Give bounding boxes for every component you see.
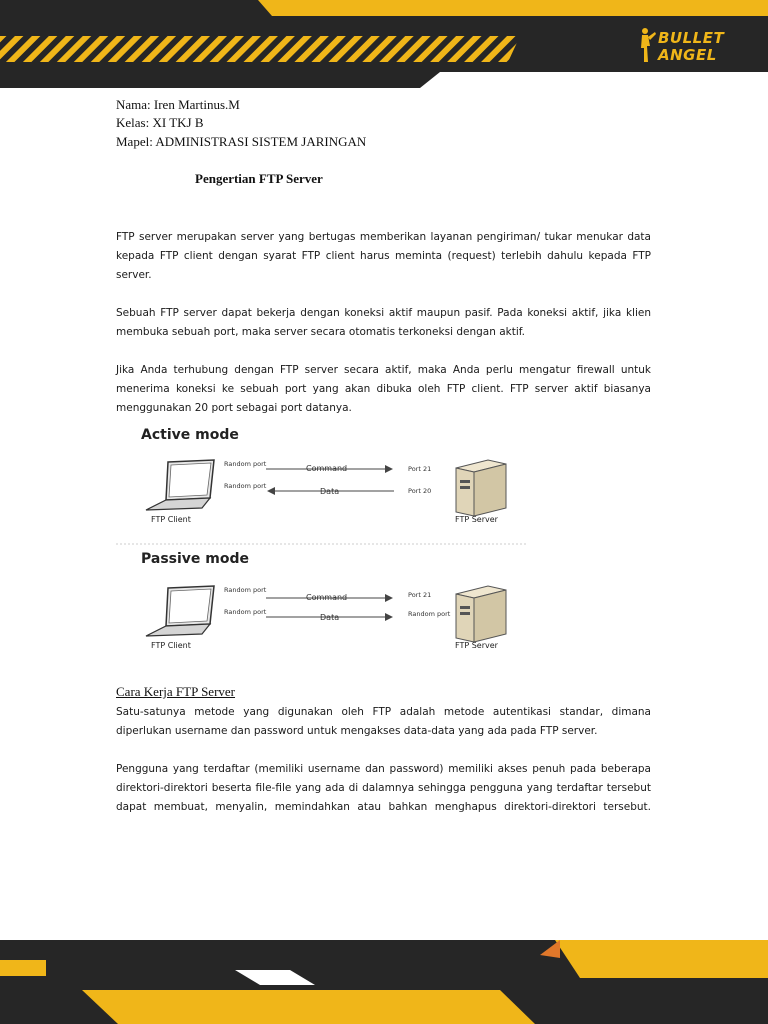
- passive-laptop-icon: [146, 586, 214, 636]
- active-right-port-2: Port 20: [408, 487, 432, 495]
- footer-yellow-top: [555, 940, 768, 978]
- active-server-label: FTP Server: [455, 515, 498, 524]
- active-command-label: Command: [306, 464, 348, 473]
- ftp-modes-diagram: [116, 420, 536, 660]
- active-mode-title: Active mode: [141, 427, 239, 443]
- footer-yellow-bottom: [82, 990, 535, 1024]
- active-left-port-1: Random port: [224, 460, 267, 468]
- logo-line-2: ANGEL: [658, 46, 717, 64]
- active-laptop-icon: [146, 460, 214, 510]
- passive-right-port-2: Random port: [408, 610, 451, 618]
- figure-icon: [641, 28, 656, 62]
- active-server-icon: [456, 460, 506, 516]
- header-yellow-stripe: [258, 0, 768, 16]
- passive-data-label: Data: [320, 613, 340, 622]
- passive-left-port-2: Random port: [224, 608, 267, 616]
- paragraph-2: Sebuah FTP server dapat bekerja dengan koneksi aktif maupun pasif. Pada koneksi aktif, jika klien membuka sebuah port, maka server secara otomatis terkoneksi dengan aktif.: [116, 307, 651, 338]
- passive-right-port-1: Port 21: [408, 591, 432, 599]
- footer-yellow-left: [0, 960, 46, 976]
- active-left-port-2: Random port: [224, 482, 267, 490]
- passive-server-icon: [456, 586, 506, 642]
- bullet-angel-logo: [636, 26, 734, 66]
- logo-line-1: BULLET: [658, 29, 725, 47]
- document-title: Pengertian FTP Server: [195, 171, 323, 186]
- passive-client-label: FTP Client: [151, 641, 191, 650]
- student-class: Kelas: XI TKJ B: [116, 115, 204, 130]
- paragraph-3: Jika Anda terhubung dengan FTP server secara aktif, maka Anda perlu mengatur firewall untuk menerima koneksi ke sebuah port yang akan dibuka oleh FTP client. FTP server aktif biasanya menggunakan 20 port sebagai port datanya.: [116, 364, 651, 414]
- subject: Mapel: ADMINISTRASI SISTEM JARINGAN: [116, 134, 367, 149]
- active-client-label: FTP Client: [151, 515, 191, 524]
- passive-server-label: FTP Server: [455, 641, 498, 650]
- passive-command-label: Command: [306, 593, 348, 602]
- active-right-port-1: Port 21: [408, 465, 432, 473]
- section-title-cara-kerja: Cara Kerja FTP Server: [116, 684, 236, 699]
- paragraph-1: FTP server merupakan server yang bertugas memberikan layanan pengiriman/ tukar menukar data kepada FTP client dengan syarat FTP client harus meminta (request) terlebih dahulu kepada FTP server.: [116, 231, 651, 281]
- active-data-label: Data: [320, 487, 340, 496]
- passive-mode-title: Passive mode: [141, 551, 250, 567]
- paragraph-5: Pengguna yang terdaftar (memiliki username dan password) memiliki akses penuh pada beberapa direktori-direktori beserta file-file yang ada di dalamnya sehingga pengguna yang terdaftar tersebut dapat membuat, menyalin, memindahkan atau bahkan menghapus direktori-direktori tersebut.: [116, 763, 651, 813]
- student-name: Nama: Iren Martinus.M: [116, 97, 240, 112]
- header-hatch-band: [0, 36, 520, 62]
- paragraph-4: Satu-satunya metode yang digunakan oleh FTP adalah metode autentikasi standar, dimana diperlukan username dan password untuk mengakses data-data yang ada pada FTP server.: [116, 706, 651, 737]
- passive-left-port-1: Random port: [224, 586, 267, 594]
